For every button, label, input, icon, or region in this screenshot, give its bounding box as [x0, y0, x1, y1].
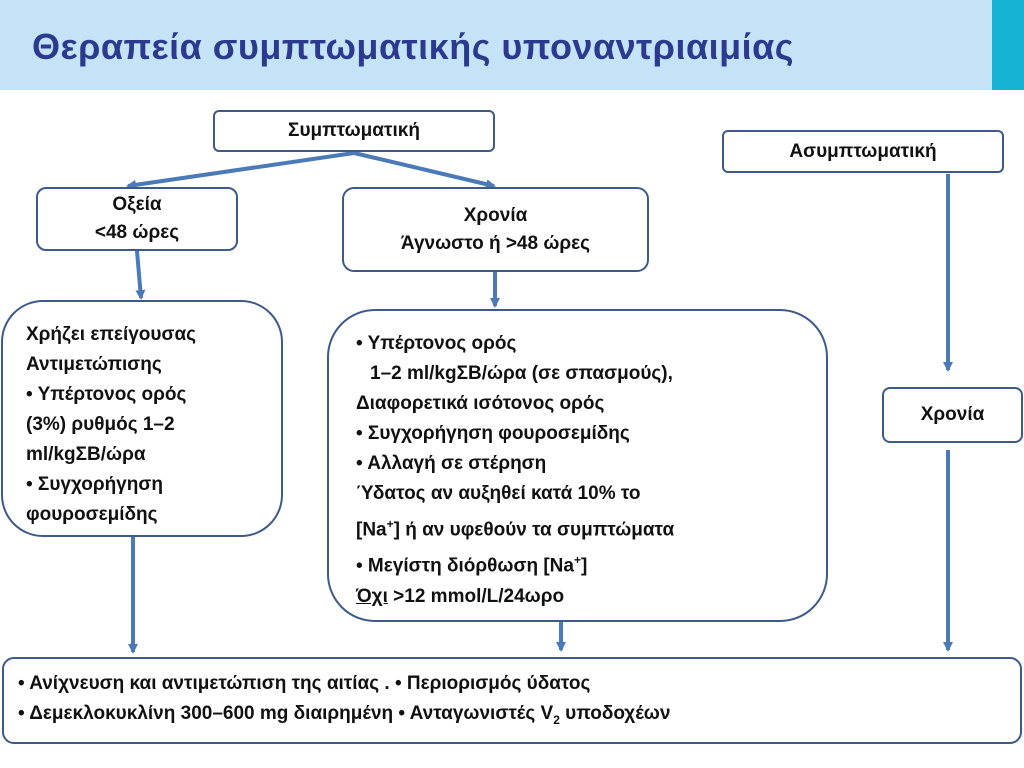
- bottom-treatment-line2: • Δεμεκλοκυκλίνη 300–600 mg διαιρημένη • Ανταγωνιστές $V_2$ υποδοχέων: [18, 703, 671, 727]
- chronic-treatment-box: • Υπέρτονος ορός 1–2 ml/kgΣΒ/ώρα (σε σπασμούς), Διαφορετικά ισότονος ορός • Συγχορήγηση φουροσεμίδης • Αλλαγή σε στέρηση Ύδατος αν αυξηθεί κατά 10% το [Na+] ή αν υφεθούν τα συμπτώματα • Μεγίστη διόρθωση [Na+] Όχι >12 mmol/L/24ωρο: [327, 309, 828, 622]
- chronic-treatment-na-line: [Na+] ή αν υφεθούν τα συμπτώματα: [356, 517, 675, 541]
- arrow-acute-to-treatment: [137, 251, 141, 298]
- arrow-symptomatic-to-chronic: [354, 153, 494, 186]
- chronic-treatment-limit: Όχι >12 mmol/L/24ωρο: [356, 585, 565, 607]
- arrow-symptomatic-to-acute: [128, 153, 354, 186]
- bottom-treatment-box: • Ανίχνευση και αντιμετώπιση της αιτίας . • Περιορισμός ύδατος • Δεμεκλοκυκλίνη 300–600 mg διαιρημένη • Ανταγωνιστές $V_2$ υποδοχέων: [2, 657, 1022, 744]
- node-acute: Οξεία <48 ώρες: [36, 187, 238, 251]
- node-asymptomatic: Ασυμπτωματική: [722, 130, 1004, 173]
- acute-treatment-box: Χρήζει επείγουσας Αντιμετώπισης • Υπέρτονος ορός (3%) ρυθμός 1–2 ml/kgΣΒ/ώρα • Συγχορήγηση φουροσεμίδης: [1, 300, 283, 537]
- slide-title: Θεραπεία συμπτωματικής υποναντριαιμίας: [32, 26, 794, 67]
- node-symptomatic: Συμπτωματική: [213, 110, 495, 152]
- node-chronic-right: Χρονία: [882, 387, 1023, 443]
- node-chronic: Χρονία Άγνωστο ή >48 ώρες: [342, 187, 649, 272]
- chronic-treatment-max-correction: • Μεγίστη διόρθωση [Na+]: [356, 553, 588, 577]
